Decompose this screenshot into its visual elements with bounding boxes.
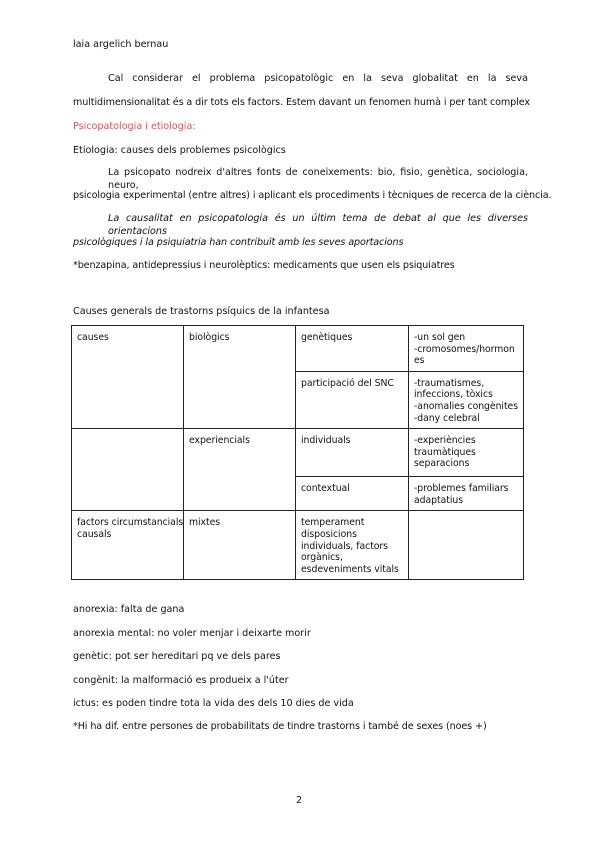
italic-line-2: psicològiques i la psiquiatria han contribuït amb les seves aportacions [73, 237, 404, 248]
paragraph-line-1: La psicopato nodreix d'altres fonts de coneixements: bio, fisio, genètica, sociologia, neuro, [108, 167, 528, 191]
contextual-cell: contextual [296, 477, 409, 511]
genetiques-items-cell: -un sol gen -cromosomes/hormon es [409, 326, 524, 372]
snc-cell: participació del SNC [296, 371, 409, 428]
mixtes-cell: mixtes [184, 511, 296, 580]
table-title: Causes generals de trastorns psíquics de la infantesa [73, 306, 330, 317]
contextual-items-cell: -problemes familiars adaptatius [409, 477, 524, 511]
factors-cell: factors circumstancials causals [72, 511, 184, 580]
italic-line-1: La causalitat en psicopatologia és un últim tema de debat al que les diverses orientacions [108, 213, 528, 237]
author-name: laia argelich bernau [73, 39, 169, 50]
genetiques-cell: genètiques [296, 326, 409, 372]
biologics-cell: biològics [184, 326, 296, 429]
intro-line-1: Cal considerar el problema psicopatològic en la seva globalitat en la seva [108, 73, 528, 84]
page-number: 2 [296, 795, 303, 806]
note-medications: *benzapina, antidepressius i neurolèptics: medicaments que usen els psiquiatres [73, 260, 455, 271]
individuals-cell: individuals [296, 429, 409, 477]
snc-items-cell: -traumatismes, infeccions, tòxics -anomalies congènites -dany celebral [409, 371, 524, 428]
glossary-anorexia-mental: anorexia mental: no voler menjar i deixarte morir [73, 628, 311, 639]
glossary-note: *Hi ha dif. entre persones de probabilitats de tindre trastorns i també de sexes (noes +) [73, 721, 487, 732]
section-heading: Psicopatologia i etiologia: [73, 121, 196, 132]
intro-line-2: multidimensionalitat és a dir tots els factors. Estem davant un fenomen humà i per tant complex [73, 97, 530, 108]
etiology-title: Etiologia: causes dels problemes psicològics [73, 145, 286, 156]
glossary-congenit: congènit: la malformació es produeix a l'úter [73, 675, 289, 686]
empty-mixtes-cell [409, 511, 524, 580]
empty-causes-cell [72, 429, 184, 511]
glossary-anorexia: anorexia: falta de gana [73, 604, 185, 615]
individuals-items-cell: -experiències traumàtiques separacions [409, 429, 524, 477]
glossary-genetic: genètic: pot ser hereditari pq ve dels pares [73, 651, 281, 662]
glossary-ictus: ictus: es poden tindre tota la vida des dels 10 dies de vida [73, 698, 354, 709]
mixtes-items-cell: temperament disposicions individuals, factors orgànics, esdeveniments vitals [296, 511, 409, 580]
paragraph-line-2: psicologia experimental (entre altres) i aplicant els procediments i tècniques de recerca de la ciència. [73, 190, 552, 201]
causes-cell: causes [72, 326, 184, 429]
causes-table [71, 325, 524, 580]
experiencials-cell: experiencials [184, 429, 296, 511]
